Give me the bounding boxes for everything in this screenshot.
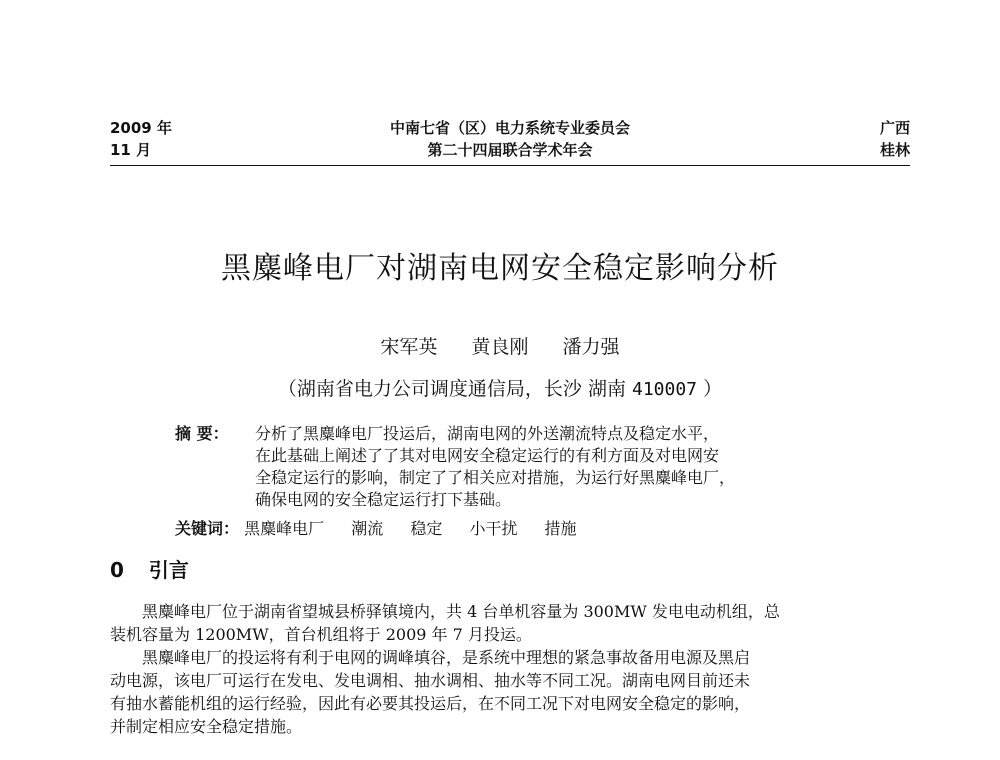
author-name: 宋军英 bbox=[380, 336, 438, 358]
affiliation-closing: ） bbox=[703, 378, 723, 400]
paragraph-line: 并制定相应安全稳定措施。 bbox=[110, 717, 303, 736]
paragraph-line: 装机容量为 1200MW，首台机组将于 2009 年 7 月投运。 bbox=[110, 625, 532, 644]
keyword: 措施 bbox=[544, 519, 577, 538]
abstract-body bbox=[255, 423, 875, 511]
header-committee: 中南七省（区）电力系统专业委员会 bbox=[389, 119, 630, 137]
keyword: 潮流 bbox=[351, 519, 384, 538]
header-city: 桂林 bbox=[879, 141, 910, 159]
keyword: 小干扰 bbox=[469, 519, 518, 538]
abstract-line: 在此基础上阐述了了其对电网安全稳定运行的有利方面及对电网安 bbox=[255, 446, 720, 465]
paragraph-line: 黑麋峰电厂位于湖南省望城县桥驿镇境内，共 4 台单机容量为 300MW 发电电动机组，总 bbox=[142, 602, 780, 621]
postal-code: 410007 bbox=[632, 379, 698, 400]
abstract-label: 摘 要： bbox=[175, 424, 229, 443]
conference-header bbox=[110, 115, 910, 166]
header-location bbox=[880, 117, 910, 161]
paragraph-line: 有抽水蓄能机组的运行经验，因此有必要其投运后，在不同工况下对电网安全稳定的影响， bbox=[110, 694, 751, 713]
abstract-line: 分析了黑麋峰电厂投运后，湖南电网的外送潮流特点及稳定水平， bbox=[255, 424, 720, 443]
header-year: 2009 年 bbox=[110, 119, 172, 137]
keywords bbox=[175, 518, 599, 540]
header-session: 第二十四届联合学术年会 bbox=[427, 141, 593, 159]
header-month: 11 月 bbox=[110, 141, 152, 159]
section-number: 0 bbox=[110, 558, 124, 582]
abstract-line: 确保电网的安全稳定运行打下基础。 bbox=[255, 490, 512, 509]
affiliation bbox=[0, 374, 1000, 405]
keyword: 稳定 bbox=[410, 519, 443, 538]
author-name: 潘力强 bbox=[562, 336, 620, 358]
keywords-label: 关键词： bbox=[175, 519, 240, 538]
affiliation-text: （湖南省电力公司调度通信局，长沙 湖南 bbox=[277, 378, 626, 400]
abstract-line: 全稳定运行的影响，制定了了相关应对措施，为运行好黑麋峰电厂， bbox=[255, 468, 736, 487]
author-list bbox=[0, 333, 1000, 361]
paragraph-line: 动电源，该电厂可运行在发电、发电调相、抽水调相、抽水等不同工况。湖南电网目前还未 bbox=[110, 671, 751, 690]
header-province: 广西 bbox=[879, 119, 910, 137]
keyword: 黑麋峰电厂 bbox=[244, 519, 325, 538]
header-conference-name bbox=[110, 117, 910, 161]
section-heading bbox=[110, 556, 189, 584]
section-title: 引言 bbox=[148, 558, 189, 582]
section-body bbox=[110, 600, 910, 738]
paper-title: 黑麋峰电厂对湖南电网安全稳定影响分析 bbox=[221, 251, 779, 286]
author-name: 黄良刚 bbox=[471, 336, 529, 358]
paragraph-line: 黑麋峰电厂的投运将有利于电网的调峰填谷，是系统中理想的紧急事故备用电源及黑启 bbox=[142, 648, 751, 667]
